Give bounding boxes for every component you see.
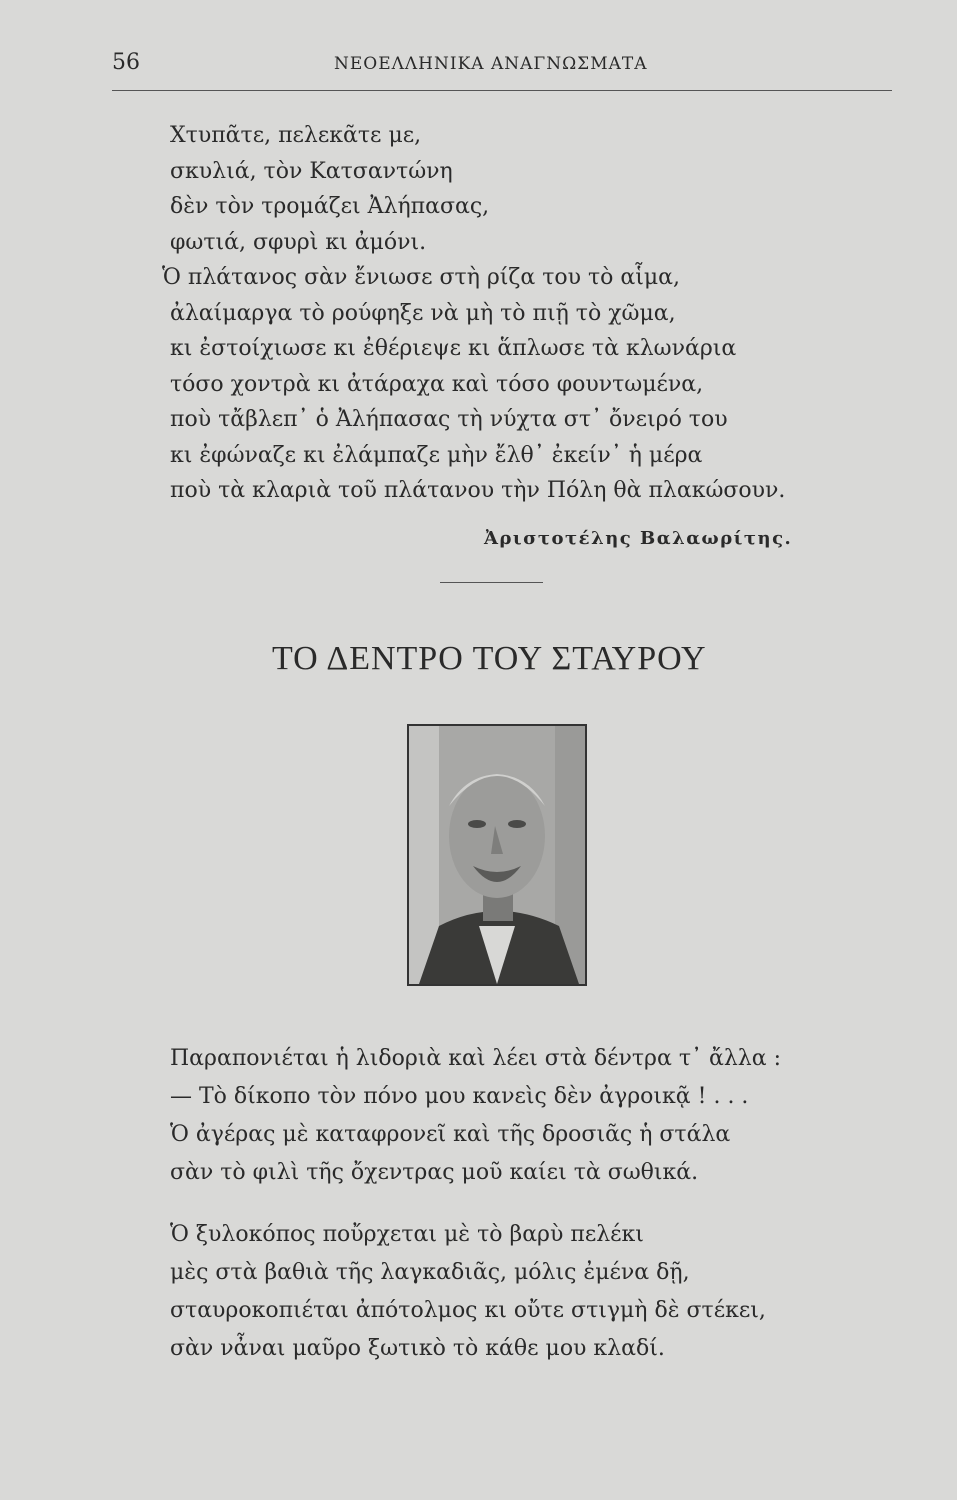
poem-line: Ὁ ξυλοκόπος ποὔρχεται μὲ τὸ βαρὺ πελέκι: [170, 1222, 644, 1247]
portrait-photo-icon: [409, 726, 585, 984]
section-divider: [440, 582, 543, 583]
poem-line: σὰν τὸ φιλὶ τῆς ὄχεντρας μοῦ καίει τὰ σωθικά.: [170, 1160, 699, 1185]
poem-line: σκυλιά, τὸν Κατσαντώνη: [170, 158, 453, 184]
running-title: ΝΕΟΕΛΛΗΝΙΚΑ ΑΝΑΓΝΩΣΜΑΤΑ: [334, 54, 648, 74]
poem-line: ἀλαίμαργα τὸ ρούφηξε νὰ μὴ τὸ πιῇ τὸ χῶμα,: [170, 300, 676, 326]
poem-line: Παραπονιέται ἡ λιδοριὰ καὶ λέει στὰ δέντρα τ᾽ ἄλλα :: [170, 1046, 781, 1071]
poem-line: φωτιά, σφυρὶ κι ἀμόνι.: [170, 229, 427, 255]
poem-lidoria-stanza-2: [170, 1216, 766, 1368]
poem-lidoria-stanza-1: [170, 1040, 781, 1192]
section-title: ΤΟ ΔΕΝΤΡΟ ΤΟΥ ΣΤΑΥΡΟΥ: [272, 640, 707, 677]
poem-line: σὰν νἆναι μαῦρο ξωτικὸ τὸ κάθε μου κλαδί.: [170, 1336, 665, 1361]
poem-line: σταυροκοπιέται ἀπότολμος κι οὔτε στιγμὴ δὲ στέκει,: [170, 1298, 766, 1323]
poem-line: Ὁ ἀγέρας μὲ καταφρονεῖ καὶ τῆς δροσιᾶς ἡ στάλα: [170, 1122, 731, 1147]
page-number: 56: [112, 50, 140, 75]
author-portrait: [407, 724, 587, 986]
page-header: [112, 50, 887, 84]
poem-line: Ὁ πλάτανος σὰν ἔνιωσε στὴ ρίζα του τὸ αἷμα,: [162, 265, 681, 290]
poem-line: τόσο χοντρὰ κι ἀτάραχα καὶ τόσο φουντωμένα,: [170, 371, 704, 397]
poem-line: κι ἐστοίχιωσε κι ἐθέριεψε κι ἅπλωσε τὰ κλωνάρια: [170, 336, 737, 361]
poem-line: ποὺ τἄβλεπ᾽ ὁ Ἀλήπασας τὴ νύχτα στ᾽ ὄνειρό του: [170, 407, 728, 432]
poem-line: — Τὸ δίκοπο τὸν πόνο μου κανεὶς δὲν ἀγροικᾷ ! . . .: [170, 1084, 749, 1109]
poem-katsantonis: [162, 118, 786, 509]
poem-line: ποὺ τὰ κλαριὰ τοῦ πλάτανου τὴν Πόλη θὰ πλακώσουν.: [170, 478, 786, 503]
poem-line: μὲς στὰ βαθιὰ τῆς λαγκαδιᾶς, μόλις ἐμένα δῇ,: [170, 1260, 690, 1285]
header-rule: [112, 90, 892, 91]
poem-line: κι ἐφώναζε κι ἐλάμπαζε μὴν ἔλθ᾽ ἐκείν᾽ ἡ μέρα: [170, 442, 703, 468]
author-signature: Ἀριστοτέλης Βαλαωρίτης.: [484, 528, 793, 549]
poem-line: δὲν τὸν τρομάζει Ἀλήπασας,: [170, 194, 490, 219]
poem-line: Χτυπᾶτε, πελεκᾶτε με,: [170, 123, 422, 148]
